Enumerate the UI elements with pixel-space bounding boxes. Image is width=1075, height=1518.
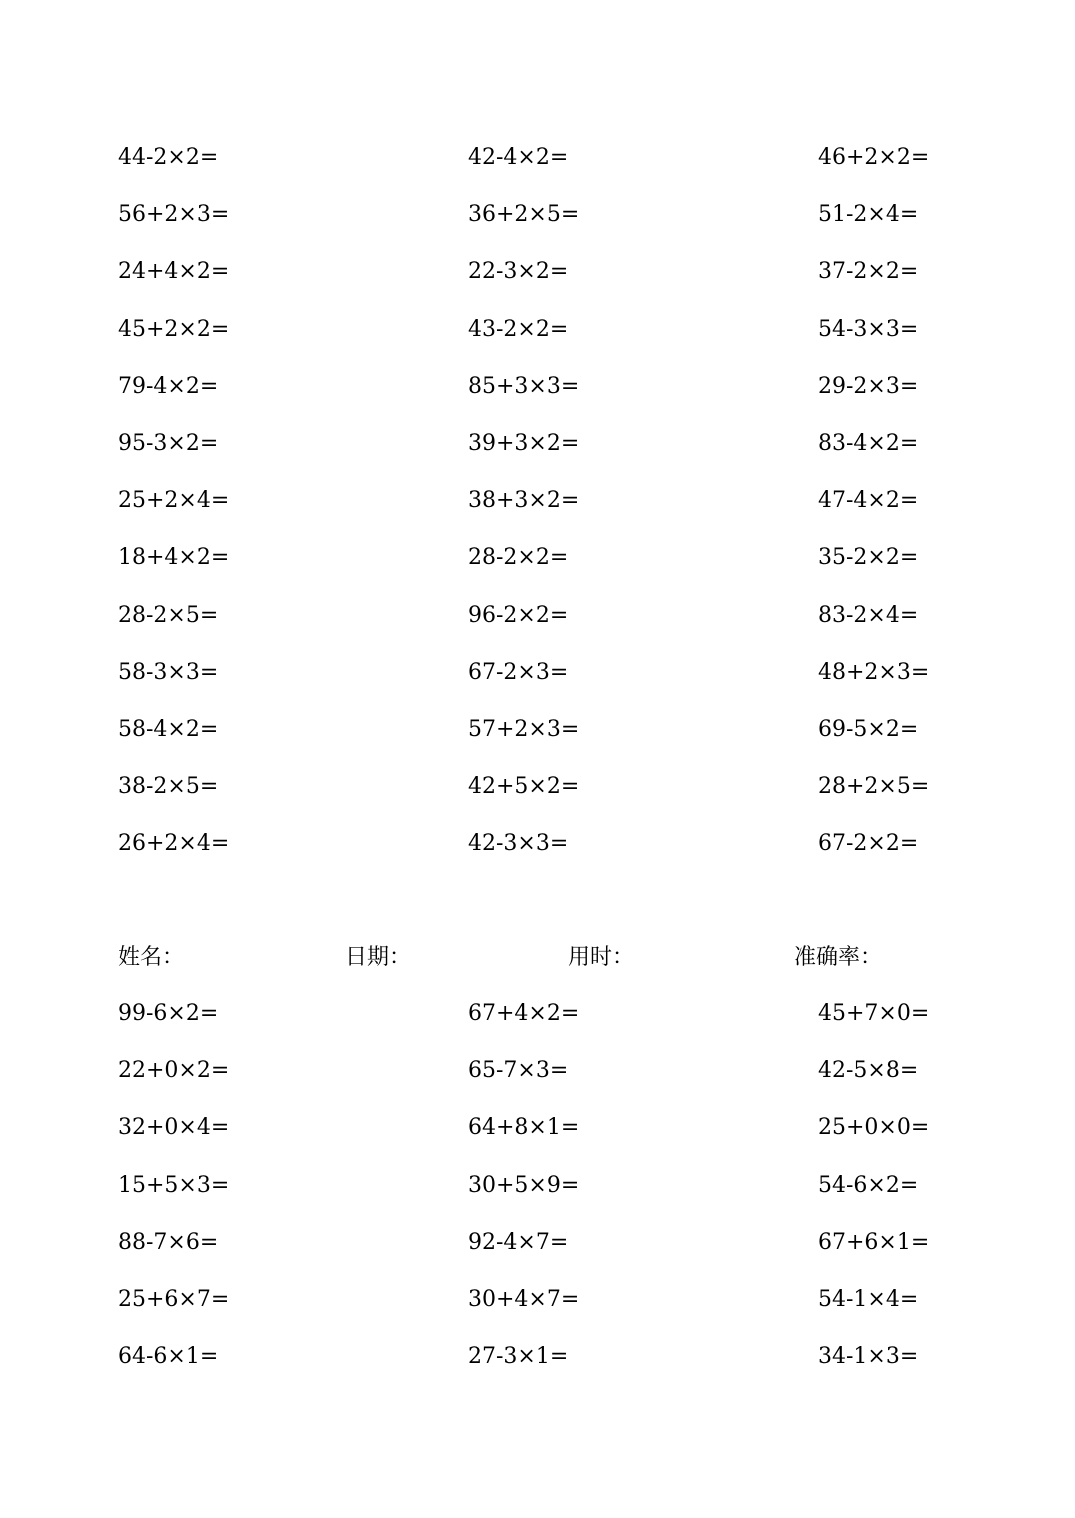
math-problem: 67+4×2= <box>468 1001 580 1026</box>
worksheet-header <box>0 942 1075 976</box>
problem-row <box>0 1113 1075 1170</box>
math-problem: 37-2×2= <box>818 259 919 285</box>
math-problem: 54-6×2= <box>818 1172 919 1198</box>
problem-row <box>0 772 1075 829</box>
math-problem: 28-2×5= <box>118 602 219 628</box>
math-problem: 30+5×9= <box>468 1172 580 1198</box>
problem-row <box>0 143 1075 200</box>
math-problem: 47-4×2= <box>818 488 919 514</box>
math-problem: 44-2×2= <box>118 145 219 170</box>
name-field-label: 姓名： <box>118 945 185 970</box>
problem-row <box>0 486 1075 543</box>
math-problem: 18+4×2= <box>118 545 230 571</box>
math-problem: 42-4×2= <box>468 145 569 170</box>
math-problem: 35-2×2= <box>818 545 919 571</box>
math-problem: 57+2×3= <box>468 716 580 742</box>
problem-row <box>0 543 1075 600</box>
problem-row <box>0 658 1075 715</box>
math-problem: 95-3×2= <box>118 430 219 456</box>
math-problem: 67-2×2= <box>818 831 919 857</box>
math-problem: 99-6×2= <box>118 1001 219 1026</box>
math-problem: 46+2×2= <box>818 145 930 170</box>
math-problem: 43-2×2= <box>468 316 569 342</box>
problem-row <box>0 257 1075 314</box>
math-problem: 92-4×7= <box>468 1229 569 1255</box>
math-problem: 22-3×2= <box>468 259 569 285</box>
math-problem: 25+2×4= <box>118 488 230 514</box>
math-problem: 42+5×2= <box>468 774 580 800</box>
math-problem: 83-2×4= <box>818 602 919 628</box>
math-problem: 42-3×3= <box>468 831 569 857</box>
problem-row <box>0 200 1075 257</box>
problem-row <box>0 315 1075 372</box>
problem-row <box>0 715 1075 772</box>
math-problem: 64+8×1= <box>468 1115 580 1141</box>
math-problem: 58-3×3= <box>118 659 219 685</box>
math-problem: 65-7×3= <box>468 1058 569 1084</box>
problem-row <box>0 999 1075 1056</box>
problem-block-2 <box>0 999 1075 1399</box>
math-problem: 54-1×4= <box>818 1286 919 1312</box>
math-problem: 28-2×2= <box>468 545 569 571</box>
math-problem: 58-4×2= <box>118 716 219 742</box>
date-field-label: 日期： <box>345 945 412 970</box>
time-used-field-label: 用时： <box>568 945 635 970</box>
math-problem: 28+2×5= <box>818 774 930 800</box>
math-problem: 32+0×4= <box>118 1115 230 1141</box>
math-problem: 54-3×3= <box>818 316 919 342</box>
math-problem: 42-5×8= <box>818 1058 919 1084</box>
math-problem: 38+3×2= <box>468 488 580 514</box>
problem-row <box>0 372 1075 429</box>
math-problem: 83-4×2= <box>818 430 919 456</box>
math-problem: 67+6×1= <box>818 1229 930 1255</box>
math-problem: 25+6×7= <box>118 1286 230 1312</box>
problem-row <box>0 1171 1075 1228</box>
math-problem: 64-6×1= <box>118 1344 219 1370</box>
math-problem: 45+7×0= <box>818 1001 930 1026</box>
math-problem: 25+0×0= <box>818 1115 930 1141</box>
math-problem: 36+2×5= <box>468 202 580 228</box>
math-problem: 38-2×5= <box>118 774 219 800</box>
math-problem: 51-2×4= <box>818 202 919 228</box>
math-problem: 48+2×3= <box>818 659 930 685</box>
math-problem: 15+5×3= <box>118 1172 230 1198</box>
math-problem: 26+2×4= <box>118 831 230 857</box>
problem-row <box>0 1285 1075 1342</box>
problem-row <box>0 1228 1075 1285</box>
problem-row <box>0 1056 1075 1113</box>
math-problem: 96-2×2= <box>468 602 569 628</box>
math-problem: 34-1×3= <box>818 1344 919 1370</box>
math-problem: 39+3×2= <box>468 430 580 456</box>
math-problem: 67-2×3= <box>468 659 569 685</box>
problem-row <box>0 829 1075 886</box>
math-problem: 29-2×3= <box>818 373 919 399</box>
math-problem: 85+3×3= <box>468 373 580 399</box>
accuracy-field-label: 准确率： <box>794 945 883 970</box>
math-problem: 22+0×2= <box>118 1058 230 1084</box>
math-problem: 45+2×2= <box>118 316 230 342</box>
math-problem: 69-5×2= <box>818 716 919 742</box>
problem-row <box>0 429 1075 486</box>
math-problem: 56+2×3= <box>118 202 230 228</box>
math-problem: 27-3×1= <box>468 1344 569 1370</box>
problem-row <box>0 1342 1075 1399</box>
math-problem: 24+4×2= <box>118 259 230 285</box>
problem-row <box>0 601 1075 658</box>
math-problem: 88-7×6= <box>118 1229 219 1255</box>
problem-block-1 <box>0 143 1075 886</box>
math-problem: 79-4×2= <box>118 373 219 399</box>
math-problem: 30+4×7= <box>468 1286 580 1312</box>
